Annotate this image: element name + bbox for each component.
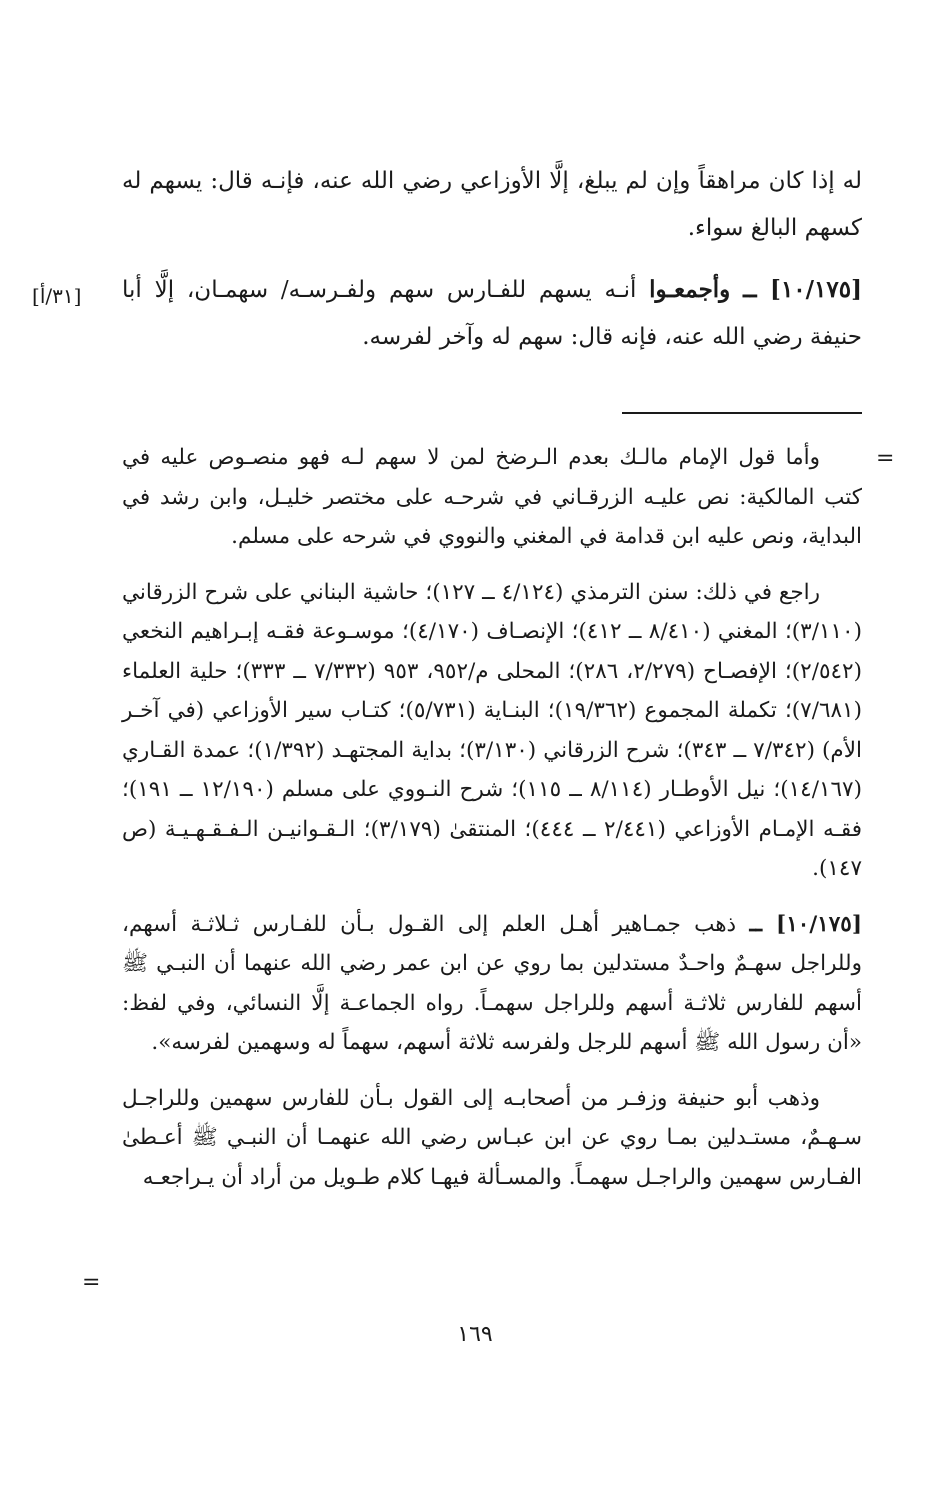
main-entry-175 [122,266,862,361]
footnote-entry-number: [١٠/١٧٥] ــ [749,911,862,937]
footnote-separator [622,412,862,414]
page-number: ١٦٩ [457,1322,493,1347]
folio-marker: [٣١/أ] [32,284,82,308]
entry-number: [١٠/١٧٥] ــ [743,276,862,303]
main-paragraph-1: له إذا كان مراهقاً وإن لم يبلغ، إلَّا الأوزاعي رضي الله عنه، فإنـه قال: يسهم له كسهم البالغ سواء. [122,168,862,241]
footnote-paragraph-4: وذهب أبو حنيفة وزفـر من أصحابـه إلى القول بـأن للفارس سهمين وللراجـل سـهـمٌ، مستـدلين بمـا روي عن ابن عبـاس رضي الله عنهمـا أن النبـي ﷺ أعـطىٰ الفـارس سهمين والراجـل سهمـاً. والمسـألة فيهـا كلام طـويل من أراد أن يـراجعـه [122,1085,862,1190]
footnote-continuation-marker: = [876,446,895,471]
main-text [122,158,862,361]
footnote-references: راجع في ذلك: سنن الترمذي (٤/١٢٤ ــ ١٢٧)؛ حاشية البناني على شرح الزرقاني (٣/١١٠)؛ المغني (٨/٤١٠ ــ ٤١٢)؛ الإنصـاف (٤/١٧٠)؛ موسـوعة فقـه إبـراهيم النخعي (٢/٥٤٢)؛ الإفصـاح (٢/٢٧٩، ٢٨٦)؛ المحلى م/٩٥٢، ٩٥٣ (٧/٣٣٢ ــ ٣٣٣)؛ حلية العلماء (٧/٦٨١)؛ تكملة المجموع (١٩/٣٦٢)؛ البنـاية (٥/٧٣١)؛ كتـاب سير الأوزاعي (في آخـر الأم) (٧/٣٤٢ ــ ٣٤٣)؛ شرح الزرقاني (٣/١٣٠)؛ بداية المجتهـد (١/٣٩٢)؛ عمدة القـاري (١٤/١٦٧)؛ نيل الأوطـار (٨/١١٤ ــ ١١٥)؛ شرح النـووي على مسلم (١٢/١٩٠ ــ ١٩١)؛ فقـه الإمـام الأوزاعي (٢/٤٤١ ــ ٤٤٤)؛ المنتقىٰ (٣/١٧٩)؛ الـقـوانيـن الـفـقـهـيـة (ص ١٤٧). [122,579,862,881]
entry-text: أنـه يسهم للفـارس سهم ولفـرسـه/ سهمـان، إلَّا أبا حنيفة رضي الله عنه، فإنه قال: سهم له وآخر لفرسه. [122,277,862,350]
footnote-entry-text: ذهب جمـاهير أهـل العلم إلى القـول بـأن للفـارس ثـلاثـة أسهم، وللراجل سهـمٌ واحـدٌ مستدلين بما روي عن ابن عمر رضي الله عنهما أن النبـي ﷺ أسهم للفارس ثلاثـة أسهم وللراجل سهمـاً. رواه الجماعـة إلَّا النسائي، وفي لفظ: «أن رسول الله ﷺ أسهم للرجل ولفرسه ثلاثة أسهم، سهماً له وسهمين لفرسه». [122,911,862,1055]
footnote-entry-175 [122,905,862,1063]
footnote-paragraph-1: وأما قول الإمام مالـك بعدم الـرضخ لمن لا سهم لـه فهو منصـوص عليه في كتب المالكية: نص عليـه الزرقـاني في شرحـه على مختصر خليـل، وابن رشد في البداية، ونص عليه ابن قدامة في المغني والنووي في شرحه على مسلم. [122,445,862,549]
footnote-end-marker: = [82,1270,101,1295]
footnotes [122,438,862,1197]
entry-lead-word: وأجمعـوا [649,276,731,303]
